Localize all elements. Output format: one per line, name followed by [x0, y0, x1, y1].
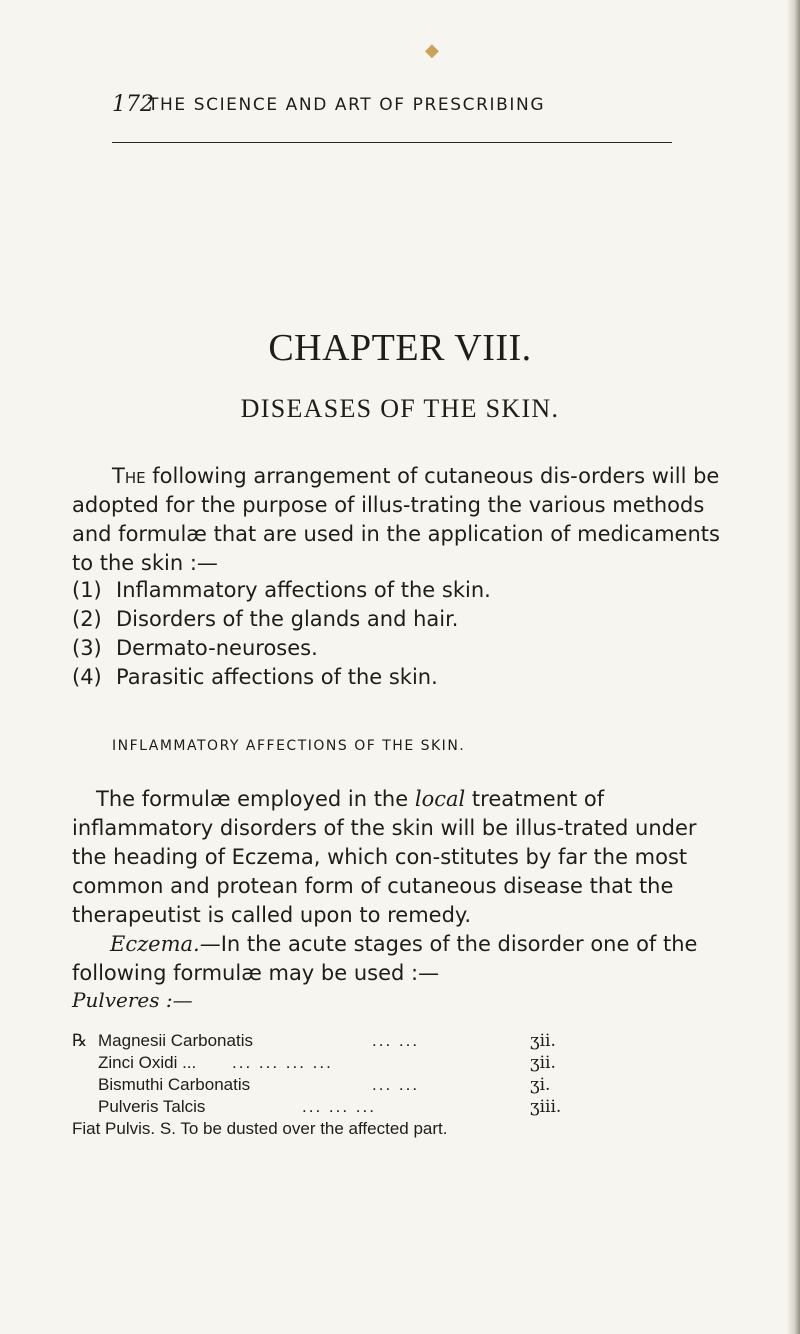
list-item-number: (1)	[72, 578, 102, 602]
intro-text: following arrangement of cutaneous dis-orders will be adopted for the purpose of illus-trating the various methods and formulæ that are used in the application of medicaments to the skin :—	[72, 464, 720, 575]
list-item-number: (3)	[72, 636, 102, 660]
prescription-row	[72, 1074, 712, 1096]
list-item-text: Inflammatory affections of the skin.	[116, 578, 491, 602]
list-item-text: Dermato-neuroses.	[116, 636, 318, 660]
paragraph-text-after: treatment of inflammatory disorders of the skin will be illus-trated under the heading of Eczema, which con-stitutes by far the most common and protean form of cutaneous disease that the therapeutist is called upon to remedy.	[72, 787, 697, 927]
ingredient-name: Pulveris Talcis	[98, 1097, 206, 1116]
running-head: THE SCIENCE AND ART OF PRESCRIBING	[148, 95, 546, 115]
prescription	[72, 1030, 712, 1140]
page-header	[112, 92, 672, 122]
eczema-label: Eczema.	[110, 932, 200, 956]
paper-speck: ◆	[425, 40, 439, 61]
intro-lead-word: The	[112, 464, 146, 488]
recipe-symbol: ℞	[72, 1031, 88, 1051]
leader-dots: ... ... ...	[302, 1097, 376, 1116]
list-item	[72, 605, 712, 634]
leader-dots: ... ... ... ...	[232, 1053, 333, 1072]
ingredient-name: Zinci Oxidi ...	[98, 1053, 197, 1072]
list-item-number: (2)	[72, 607, 102, 631]
emphasis-local: local	[414, 787, 466, 811]
list-item-number: (4)	[72, 665, 102, 689]
section-paragraph	[72, 785, 732, 930]
ingredient-name: Magnesii Carbonatis	[98, 1031, 253, 1050]
eczema-paragraph	[72, 930, 732, 988]
page-number: 172	[112, 92, 154, 117]
pulveres-label: Pulveres :—	[72, 988, 193, 1012]
leader-dots: ... ...	[372, 1031, 420, 1050]
page-edge-shadow	[786, 0, 800, 1334]
chapter-title: DISEASES OF THE SKIN.	[240, 394, 560, 423]
prescription-signature: Fiat Pulvis. S. To be dusted over the affected part.	[72, 1119, 448, 1138]
chapter-number: CHAPTER VIII.	[268, 327, 532, 369]
list-item-text: Parasitic affections of the skin.	[116, 665, 438, 689]
prescription-row	[72, 1030, 712, 1052]
leader-dots: ... ...	[372, 1075, 420, 1094]
ingredient-name: Bismuthi Carbonatis	[98, 1075, 251, 1094]
section-heading: INFLAMMATORY AFFECTIONS OF THE SKIN.	[112, 738, 466, 754]
header-rule	[112, 142, 672, 143]
prescription-row	[72, 1052, 712, 1074]
ingredient-quantity: ʒiii.	[530, 1097, 562, 1117]
ingredient-quantity: ʒi.	[530, 1075, 551, 1095]
list-item	[72, 663, 712, 692]
eczema-text: —In the acute stages of the disorder one of the following formulæ may be used :—	[72, 932, 698, 985]
ingredient-quantity: ʒii.	[530, 1031, 556, 1051]
list-item-text: Disorders of the glands and hair.	[116, 607, 459, 631]
list-item	[72, 576, 712, 605]
list-item	[72, 634, 712, 663]
intro-paragraph	[72, 462, 732, 578]
prescription-row	[72, 1096, 712, 1118]
ingredient-quantity: ʒii.	[530, 1053, 556, 1073]
paragraph-text-before: The formulæ employed in the	[96, 787, 409, 811]
